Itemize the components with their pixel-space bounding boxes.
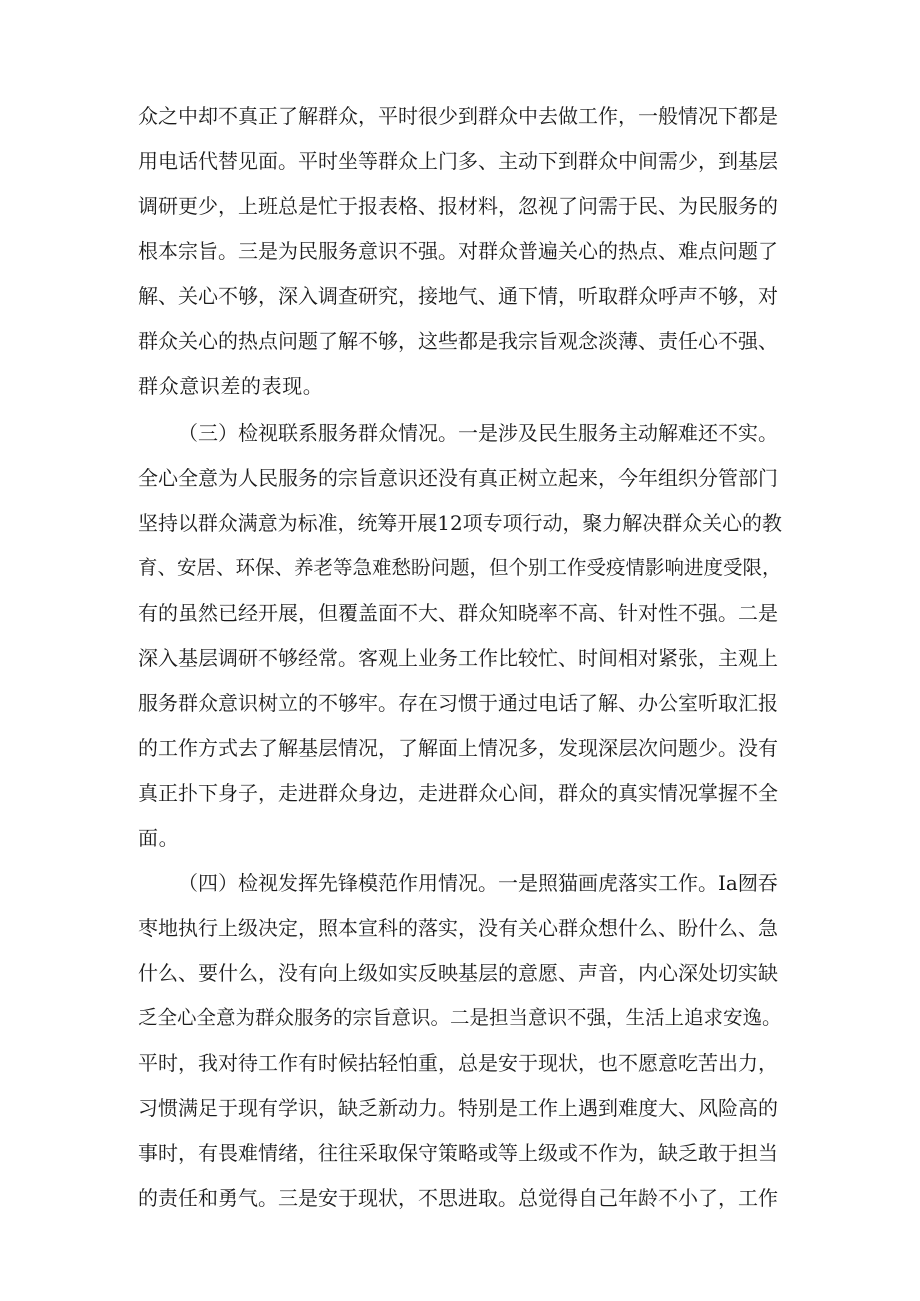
text-line: 平时，我对待工作有时候拈轻怕重，总是安于现状，也不愿意吃苦出力， — [138, 1051, 778, 1075]
text-line: 的工作方式去了解基层情况，了解面上情况多，发现深层次问题少。没有 — [138, 736, 778, 760]
text-line: 全心全意为人民服务的宗旨意识还没有真正树立起来，今年组织分管部门 — [138, 466, 778, 490]
text-line: 用电话代替见面。平时坐等群众上门多、主动下到群众中间需少，到基层 — [138, 149, 778, 173]
text-line: 群众关心的热点问题了解不够，这些都是我宗旨观念淡薄、责任心不强、 — [138, 329, 778, 353]
text-line: 的责任和勇气。三是安于现状，不思进取。总觉得自己年龄不小了，工作 — [138, 1186, 778, 1210]
text-line: 习惯满足于现有学识，缺乏新动力。特别是工作上遇到难度大、风险高的 — [138, 1096, 778, 1120]
text-line: 面。 — [138, 826, 180, 850]
text-line: 调研更少，上班总是忙于报表格、报材料，忽视了问需于民、为民服务的 — [138, 194, 778, 218]
text-line: 根本宗旨。三是为民服务意识不强。对群众普遍关心的热点、难点问题了 — [138, 239, 778, 263]
text-line: 什么、要什么，没有向上级如实反映基层的意愿、声音，内心深处切实缺 — [138, 961, 778, 985]
text-line: 事时，有畏难情绪，往往采取保守策略或等上级或不作为，缺乏敢于担当 — [138, 1141, 778, 1165]
text-line: 坚持以群众满意为标准，统筹开展12项专项行动，聚力解决群众关心的教 — [138, 511, 782, 535]
text-line: 深入基层调研不够经常。客观上业务工作比较忙、时间相对紧张，主观上 — [138, 646, 778, 670]
text-line: 枣地执行上级决定，照本宣科的落实，没有关心群众想什么、盼什么、急 — [138, 916, 778, 940]
paragraph-heading-4: （四）检视发挥先锋模范作用情况。一是照猫画虎落实工作。Ia囫吞 — [178, 871, 778, 895]
text-line: 有的虽然已经开展，但覆盖面不大、群众知晓率不高、针对性不强。二是 — [138, 601, 778, 625]
text-line: 育、安居、环保、养老等急难愁盼问题，但个别工作受疫情影响进度受限， — [138, 556, 782, 579]
text-line: 乏全心全意为群众服务的宗旨意识。二是担当意识不强，生活上追求安逸。 — [138, 1006, 782, 1029]
text-line: 真正扑下身子，走进群众身边，走进群众心间，群众的真实情况掌握不全 — [138, 781, 778, 805]
text-line: 群众意识差的表现。 — [138, 374, 324, 398]
paragraph-heading-3: （三）检视联系服务群众情况。一是涉及民生服务主动解难还不实。 — [178, 421, 778, 445]
text-line: 服务群众意识树立的不够牢。存在习惯于通过电话了解、办公室听取汇报 — [138, 691, 778, 715]
text-line: 众之中却不真正了解群众，平时很少到群众中去做工作，一般情况下都是 — [138, 104, 778, 128]
text-line: 解、关心不够，深入调查研究，接地气、通下情，听取群众呼声不够，对 — [138, 284, 778, 308]
